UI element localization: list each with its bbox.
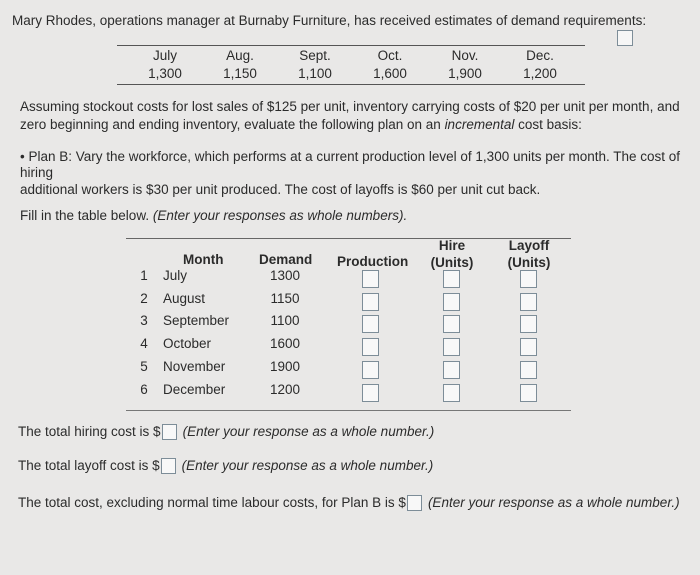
- demand-month-value: 1,900: [448, 66, 482, 81]
- row-month: November: [163, 359, 226, 374]
- header-hire-line-1: Hire: [438, 238, 466, 253]
- production-input[interactable]: [362, 361, 379, 379]
- layoff-cost-input[interactable]: [161, 458, 176, 474]
- total-cost-prefix: The total cost, excluding normal time labour costs, for Plan B is $: [18, 495, 406, 510]
- hiring-cost-hint: (Enter your response as a whole number.): [182, 424, 435, 439]
- hire-input[interactable]: [443, 338, 460, 356]
- row-demand: 1200: [269, 382, 301, 397]
- header-layoff-line-2: (Units): [507, 255, 551, 270]
- layoff-input[interactable]: [520, 361, 537, 379]
- demand-month-header: July: [152, 48, 177, 63]
- hire-input[interactable]: [443, 293, 460, 311]
- demand-month-value: 1,100: [298, 66, 332, 81]
- header-month: Month: [183, 252, 224, 267]
- demand-table-top-rule: [117, 45, 585, 46]
- layoff-input[interactable]: [520, 270, 537, 288]
- demand-month-header: Aug.: [226, 48, 254, 63]
- demand-month-header: Oct.: [377, 48, 403, 63]
- layoff-cost-hint: (Enter your response as a whole number.): [181, 458, 434, 473]
- data-table-icon[interactable]: [617, 30, 633, 46]
- row-month: August: [163, 291, 206, 306]
- assumption-line-2: [20, 117, 582, 132]
- demand-month-header: Sept.: [299, 48, 331, 63]
- demand-month-value: 1,150: [223, 66, 257, 81]
- row-number: 5: [140, 359, 148, 374]
- header-production: Production: [337, 254, 409, 269]
- plan-line-1: • Plan B: Vary the workforce, which performs at a current production level of 1,300 units per month. The cost of: [20, 149, 681, 164]
- plan-line-3: additional workers is $30 per unit produced. The cost of layoffs is $60 per unit cut back.: [20, 182, 541, 197]
- fill-instruction-italic: (Enter your responses as whole numbers).: [152, 208, 408, 223]
- row-number: 4: [140, 336, 148, 351]
- row-demand: 1300: [269, 268, 301, 283]
- production-input[interactable]: [362, 338, 379, 356]
- row-month: December: [163, 382, 226, 397]
- layoff-input[interactable]: [520, 384, 537, 402]
- assumption-suffix: cost basis:: [514, 117, 582, 132]
- row-number: 6: [140, 382, 148, 397]
- demand-month-value: 1,300: [148, 66, 182, 81]
- production-input[interactable]: [362, 270, 379, 288]
- plan-table-bottom-rule: [126, 410, 571, 411]
- production-input[interactable]: [362, 293, 379, 311]
- row-month: July: [163, 268, 188, 283]
- layoff-input[interactable]: [520, 338, 537, 356]
- assumption-italic: incremental: [444, 117, 515, 132]
- layoff-cost-question: [18, 458, 433, 474]
- hire-input[interactable]: [443, 361, 460, 379]
- fill-instruction: [20, 208, 407, 223]
- demand-month-header: Dec.: [526, 48, 554, 63]
- row-month: September: [163, 313, 230, 328]
- layoff-cost-prefix: The total layoff cost is $: [18, 458, 160, 473]
- layoff-input[interactable]: [520, 315, 537, 333]
- row-number: 1: [140, 268, 148, 283]
- assumption-line-1: Assuming stockout costs for lost sales of $125 per unit, inventory carrying costs of $20 per unit per month, and: [20, 99, 680, 114]
- hiring-cost-question: [18, 424, 434, 440]
- row-demand: 1600: [269, 336, 301, 351]
- header-hire-line-2: (Units): [430, 255, 474, 270]
- row-month: October: [163, 336, 212, 351]
- production-input[interactable]: [362, 384, 379, 402]
- production-input[interactable]: [362, 315, 379, 333]
- problem-intro: Mary Rhodes, operations manager at Burnaby Furniture, has received estimates of demand requirements:: [12, 13, 647, 28]
- assumption-prefix: zero beginning and ending inventory, evaluate the following plan on an: [20, 117, 445, 132]
- plan-line-2: hiring: [20, 165, 54, 180]
- demand-table-bottom-rule: [117, 84, 585, 85]
- total-cost-input[interactable]: [407, 495, 422, 511]
- header-demand: Demand: [259, 252, 313, 267]
- hiring-cost-input[interactable]: [162, 424, 177, 440]
- hiring-cost-prefix: The total hiring cost is $: [18, 424, 161, 439]
- header-layoff-line-1: Layoff: [508, 238, 550, 253]
- hire-input[interactable]: [443, 384, 460, 402]
- hire-input[interactable]: [443, 270, 460, 288]
- demand-month-value: 1,600: [373, 66, 407, 81]
- fill-instruction-prefix: Fill in the table below.: [20, 208, 153, 223]
- total-cost-question: [18, 495, 680, 511]
- row-demand: 1900: [269, 359, 301, 374]
- row-number: 3: [140, 313, 148, 328]
- layoff-input[interactable]: [520, 293, 537, 311]
- row-demand: 1100: [270, 313, 300, 328]
- demand-month-header: Nov.: [451, 48, 479, 63]
- demand-month-value: 1,200: [523, 66, 557, 81]
- row-number: 2: [140, 291, 148, 306]
- hire-input[interactable]: [443, 315, 460, 333]
- row-demand: 1150: [270, 291, 300, 306]
- total-cost-hint: (Enter your response as a whole number.): [427, 495, 680, 510]
